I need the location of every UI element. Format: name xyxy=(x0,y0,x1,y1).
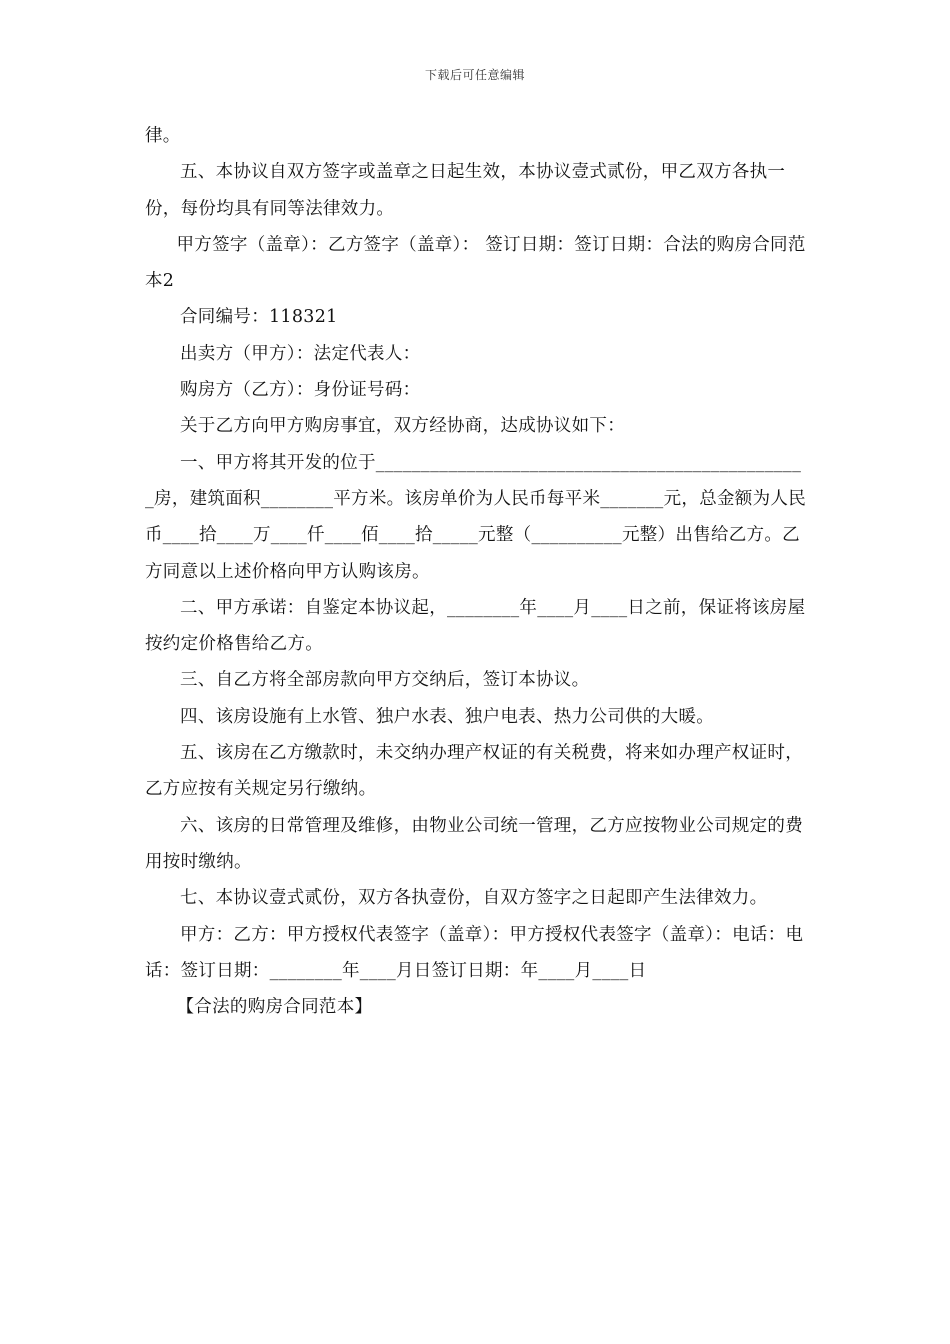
paragraph-clause-1: 一、甲方将其开发的位于________________________________________________房，建筑面积________平方米。该房单价为人民币每平米_______元，总金额为人民币____拾____万____仟____佰____拾_____元整（__________元整）出售给乙方。乙方同意以上述价格向甲方认购该房。 xyxy=(145,452,806,582)
paragraph-contract-number: 合同编号：118321 xyxy=(180,307,338,328)
paragraph-clause-4: 四、该房设施有上水管、独户水表、独户电表、热力公司供的大暖。 xyxy=(180,706,714,727)
paragraph-clause-7: 七、本协议壹式贰份，双方各执壹份，自双方签字之日起即产生法律效力。 xyxy=(180,888,768,909)
paragraph-law-end: 律。 xyxy=(145,126,181,146)
paragraph-intro: 关于乙方向甲方购房事宜，双方经协商，达成协议如下： xyxy=(180,416,625,437)
paragraph-signature-block: 甲方：乙方：甲方授权代表签字（盖章）：甲方授权代表签字（盖章）：电话：电话：签订日期：________年____月日签订日期：年____月____日 xyxy=(145,924,804,981)
document-body xyxy=(145,118,810,1025)
paragraph-seller: 出卖方（甲方）：法定代表人： xyxy=(180,343,421,364)
paragraph-clause-3: 三、自乙方将全部房款向甲方交纳后，签订本协议。 xyxy=(180,670,590,691)
paragraph-clause-5-effect: 五、本协议自双方签字或盖章之日起生效，本协议壹式贰份，甲乙双方各执一份，每份均具有同等法律效力。 xyxy=(145,162,786,219)
paragraph-closing-title: 【合法的购房合同范本】 xyxy=(176,997,373,1018)
paragraph-clause-2: 二、甲方承诺：自鉴定本协议起，________年____月____日之前，保证将该房屋按约定价格售给乙方。 xyxy=(145,597,806,655)
paragraph-clause-6: 六、该房的日常管理及维修，由物业公司统一管理，乙方应按物业公司规定的费用按时缴纳。 xyxy=(145,815,803,872)
paragraph-clause-5: 五、该房在乙方缴款时，未交纳办理产权证的有关税费，将来如办理产权证时，乙方应按有关规定另行缴纳。 xyxy=(145,743,803,800)
paragraph-buyer: 购房方（乙方）：身份证号码： xyxy=(180,380,421,401)
paragraph-signatures-title: 甲方签字（盖章）：乙方签字（盖章）： 签订日期：签订日期：合法的购房合同范本2 xyxy=(145,234,806,292)
page-header-note: 下载后可任意编辑 xyxy=(424,68,525,82)
